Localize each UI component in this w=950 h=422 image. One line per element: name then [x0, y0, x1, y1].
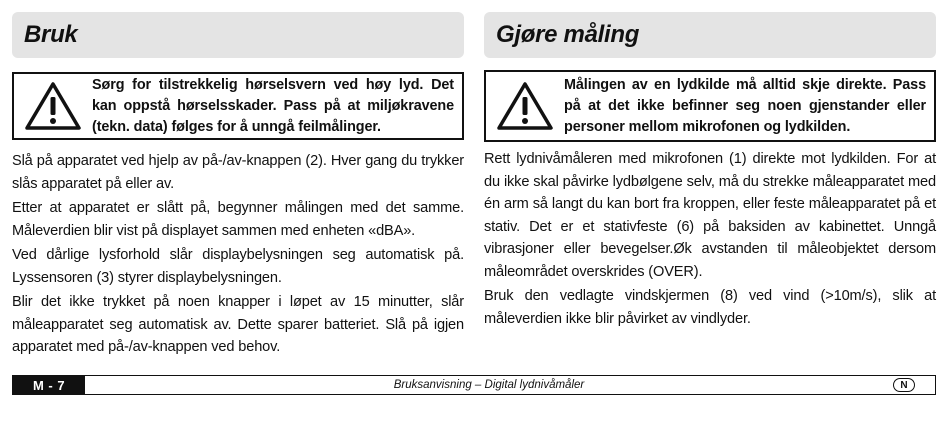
left-column — [12, 12, 464, 359]
page-number: M - 7 — [13, 376, 85, 394]
warning-triangle-icon — [14, 74, 92, 138]
warning-text: Målingen av en lydkilde må alltid skje direkte. Pass på at det ikke befinner seg noen gjenstander eller personer mellom mikrofonen og lydkilden. — [564, 76, 926, 135]
warning-box — [484, 70, 936, 142]
paragraph: Ved dårlige lysforhold slår displaybelysningen seg automatisk på. Lyssensoren (3) styrer displaybelysningen. — [12, 247, 464, 286]
paragraph: Slå på apparatet ved hjelp av på-/av-knappen (2). Hver gang du trykker slås apparatet på eller av. — [12, 153, 464, 192]
warning-triangle-icon — [486, 74, 564, 138]
paragraph: Blir det ikke trykket på noen knapper i løpet av 15 minutter, slår måleapparatet seg automatisk av. Dette sparer batteriet. Slå på igjen apparatet med på-/av-knappen ved behov. — [12, 294, 464, 355]
warning-text: Sørg for tilstrekkelig hørselsvern ved høy lyd. Det kan oppstå hørselsskader. Pass på at miljøkravene (tekn. data) følges for å unngå feilmålinger. — [92, 76, 454, 135]
warning-box — [12, 72, 464, 140]
body-text — [484, 148, 936, 330]
footer-title: Bruksanvisning – Digital lydnivåmåler — [393, 379, 585, 391]
paragraph: Bruk den vedlagte vindskjermen (8) ved vind (>10m/s), slik at måleverdien ikke blir påvirket av vindlyder. — [484, 288, 936, 327]
body-text — [12, 150, 464, 359]
page-footer — [12, 375, 936, 395]
section-heading-bar — [12, 12, 464, 58]
paragraph: Etter at apparatet er slått på, begynner målingen med det samme. Måleverdien blir vist på displayet sammen med enheten «dBA». — [12, 200, 464, 239]
language-badge: N — [893, 378, 915, 392]
section-heading: Gjøre måling — [496, 21, 640, 48]
right-column — [484, 12, 936, 330]
paragraph: Rett lydnivåmåleren med mikrofonen (1) direkte mot lydkilden. For at du ikke skal påvirke lydbølgene selv, må du strekke måleapparatet med én arm så langt du kan bort fra kroppen, eller feste måleapparatet på et stativ. Det er et stativfeste (6) på baksiden av kabinettet. Unngå vibrasjoner eller bevegelser.Øk avstanden til måleobjektet dersom måleområdet overskrides (OVER). — [484, 151, 936, 280]
section-heading: Bruk — [24, 21, 78, 48]
section-heading-bar — [484, 12, 936, 58]
